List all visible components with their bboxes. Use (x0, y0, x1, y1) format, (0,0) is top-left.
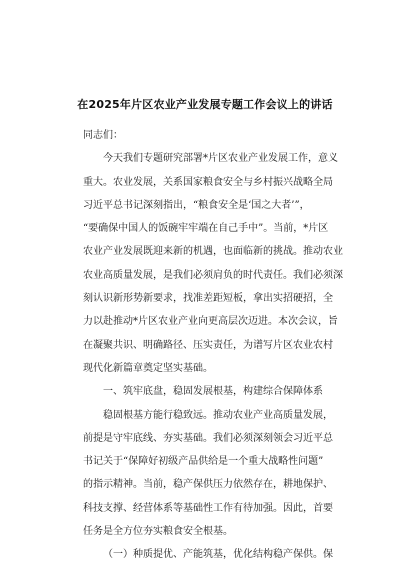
document-title: 在2025年片区农业产业发展专题工作会议上的讲话 (77, 98, 333, 111)
text-line: 农业产业发展既迎来新的机遇，也面临新的挑战。推动农业 (83, 246, 343, 258)
text-line: 农业高质量发展，是我们必须肩负的时代责任。我们必须深 (83, 269, 343, 281)
salutation-line: 同志们： (83, 130, 123, 141)
document-body (83, 124, 349, 567)
text-line: 现代化新篇章奠定坚实基础。 (83, 362, 213, 374)
text-line: 的指示精神。当前，稳产保供压力依然存在，耕地保护、 (83, 479, 333, 491)
text-line: 在凝聚共识、明确路径、压实责任，为谱写片区农业农村 (83, 339, 333, 351)
text-line: 任务是全方位夯实粮食安全根基。 (83, 526, 233, 538)
text-line: 科技支撑、经营体系等基础性工作有待加强。因此，首要 (83, 502, 333, 514)
text-line: 刻认识新形势新要求，找准差距短板，拿出实招硬招，全 (83, 293, 333, 305)
text-line: 书记关于“保障好初级产品供给是一个重大战略性问题” (83, 456, 324, 468)
text-line: （一）种质提优、产能筑基，优化结构稳产保供。保 (103, 549, 333, 561)
text-line: 力以赴推动*片区农业产业向更高层次迈进。本次会议，旨 (83, 316, 338, 328)
text-line: 前提是守牢底线、夯实基础。我们必须深刻领会习近平总 (83, 432, 333, 444)
text-line: 今天我们专题研究部署*片区农业产业发展工作，意义 (103, 153, 338, 165)
text-line: 稳固根基方能行稳致远。推动农业产业高质量发展， (103, 409, 333, 421)
text-line: 重大。农业发展，关系国家粮食安全与乡村振兴战略全局 (83, 176, 333, 188)
text-line: 一、筑牢底盘，稳固发展根基，构建综合保障体系 (103, 386, 323, 398)
text-line: 习近平总书记深刻指出，“粮食安全是‘国之大者’”， (83, 199, 310, 211)
text-line: “要确保中国人的饭碗牢牢端在自己手中”。当前，*片区 (83, 223, 329, 235)
